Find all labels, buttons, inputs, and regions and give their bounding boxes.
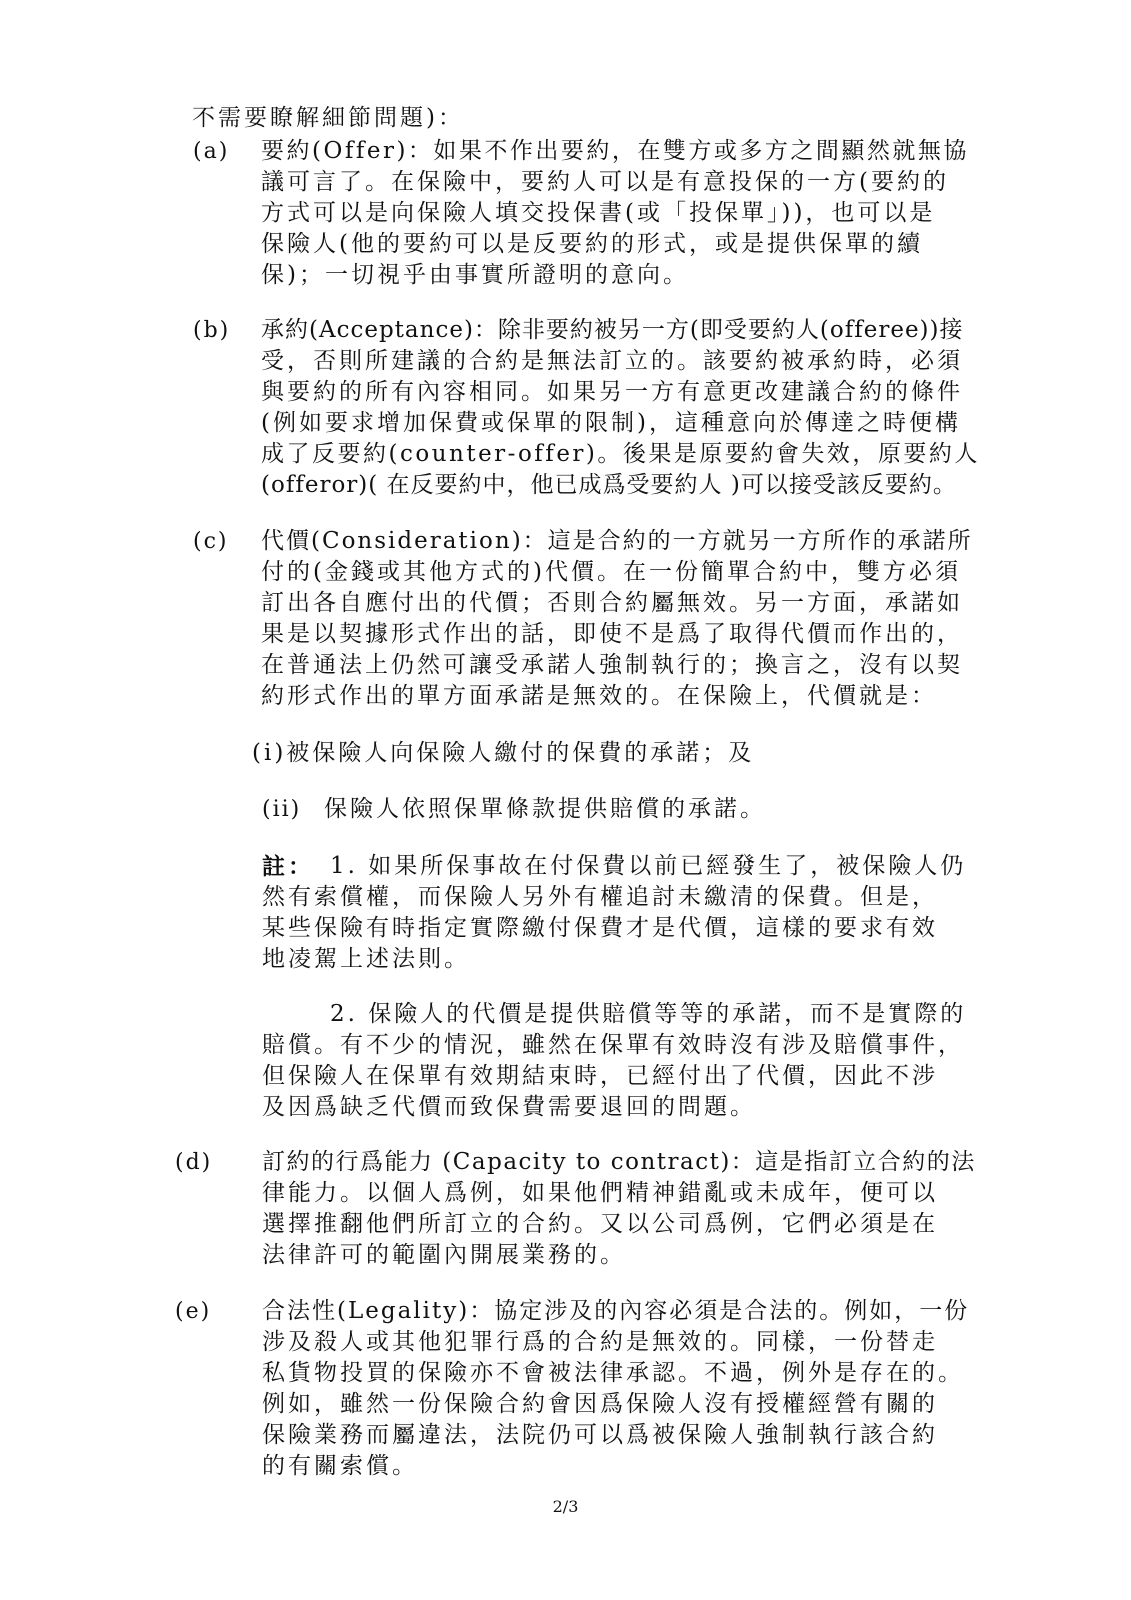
item-a-label: (a) — [193, 139, 230, 164]
note2-line: 及因爲缺乏代價而致保費需要退回的問題。 — [262, 1094, 756, 1120]
item-c-line: 代價(Consideration)：這是合約的一方就另一方所作的承諾所 — [261, 528, 973, 554]
note1-line: 某些保險有時指定實際繳付保費才是代價，這樣的要求有效 — [262, 915, 938, 941]
note2-line: 但保險人在保單有效期結束時，已經付出了代價，因此不涉 — [262, 1063, 938, 1089]
item-a-line: 要約(Offer)：如果不作出要約，在雙方或多方之間顯然就無協 — [261, 138, 969, 164]
item-e-line: 涉及殺人或其他犯罪行爲的合約是無效的。同樣，一份替走 — [262, 1329, 938, 1355]
item-b-line: 成了反要約(counter-offer)。後果是原要約會失效，原要約人 — [261, 441, 980, 467]
item-e-line: 私貨物投買的保險亦不會被法律承認。不過，例外是存在的。 — [262, 1360, 964, 1386]
item-b-label: (b) — [193, 318, 231, 343]
note-label: 註： — [262, 853, 314, 880]
sub-item-i: (i)被保險人向保險人繳付的保費的承諾；及 — [252, 740, 755, 766]
item-c-line: 付的(金錢或其他方式的)代價。在一份簡單合約中，雙方必須 — [261, 559, 961, 585]
item-c-line: 約形式作出的單方面承諾是無效的。在保險上，代價就是： — [261, 683, 937, 709]
item-e-line: 例如，雖然一份保險合約會因爲保險人沒有授權經營有關的 — [262, 1391, 938, 1417]
note2-line: 賠償。有不少的情況，雖然在保單有效時沒有涉及賠償事件， — [262, 1032, 964, 1058]
item-e-line: 的有關索償。 — [262, 1453, 418, 1479]
item-b-line: 與要約的所有內容相同。如果另一方有意更改建議合約的條件 — [261, 379, 963, 405]
note2-line: 2. 保險人的代價是提供賠償等等的承諾，而不是實際的 — [330, 1001, 967, 1027]
item-b-line: 受，否則所建議的合約是無法訂立的。該要約被承約時，必須 — [261, 348, 963, 374]
note1-line: 1. 如果所保事故在付保費以前已經發生了，被保險人仍 — [330, 853, 967, 879]
item-d-line: 選擇推翻他們所訂立的合約。又以公司爲例，它們必須是在 — [262, 1211, 938, 1237]
item-e-line: 保險業務而屬違法，法院仍可以爲被保險人強制執行該合約 — [262, 1422, 938, 1448]
item-c-line: 果是以契據形式作出的話，即使不是爲了取得代價而作出的， — [261, 621, 963, 647]
item-c-line: 在普通法上仍然可讓受承諾人強制執行的；換言之，沒有以契 — [261, 652, 963, 678]
note1-line: 地凌駕上述法則。 — [262, 946, 470, 972]
item-d-label: (d) — [175, 1150, 213, 1175]
item-a-line: 保險人(他的要約可以是反要約的形式，或是提供保單的續 — [261, 231, 923, 257]
item-a-line: 議可言了。在保險中，要約人可以是有意投保的一方(要約的 — [261, 169, 949, 195]
item-b-line: (offeror)( 在反要約中，他已成爲受要約人 )可以接受該反要約。 — [261, 472, 957, 498]
item-d-line: 律能力。以個人爲例，如果他們精神錯亂或未成年，便可以 — [262, 1180, 938, 1206]
item-c-label: (c) — [193, 529, 229, 554]
item-d-line: 訂約的行爲能力 (Capacity to contract)：這是指訂立合約的法 — [262, 1149, 976, 1175]
page-number: 2/3 — [552, 1497, 579, 1516]
item-b-line: 承約(Acceptance)：除非要約被另一方(即受要約人(offeree))接 — [261, 317, 964, 343]
item-d-line: 法律許可的範圍內開展業務的。 — [262, 1242, 626, 1268]
sub-item-ii-label: (ii) — [262, 797, 302, 822]
item-a-line: 方式可以是向保險人填交投保書(或「投保單」))，也可以是 — [261, 200, 936, 226]
item-e-line: 合法性(Legality)：協定涉及的內容必須是合法的。例如，一份 — [262, 1298, 970, 1324]
item-a-line: 保)；一切視乎由事實所證明的意向。 — [261, 262, 689, 288]
item-e-label: (e) — [175, 1299, 212, 1324]
note1-line: 然有索償權，而保險人另外有權追討未繳清的保費。但是， — [262, 884, 938, 910]
item-c-line: 訂出各自應付出的代價；否則合約屬無效。另一方面，承諾如 — [261, 590, 963, 616]
intro-line: 不需要瞭解細節問題)： — [192, 105, 464, 131]
item-b-line: (例如要求增加保費或保單的限制)，這種意向於傳達之時便構 — [261, 410, 961, 436]
sub-item-ii: 保險人依照保單條款提供賠償的承諾。 — [324, 796, 766, 822]
